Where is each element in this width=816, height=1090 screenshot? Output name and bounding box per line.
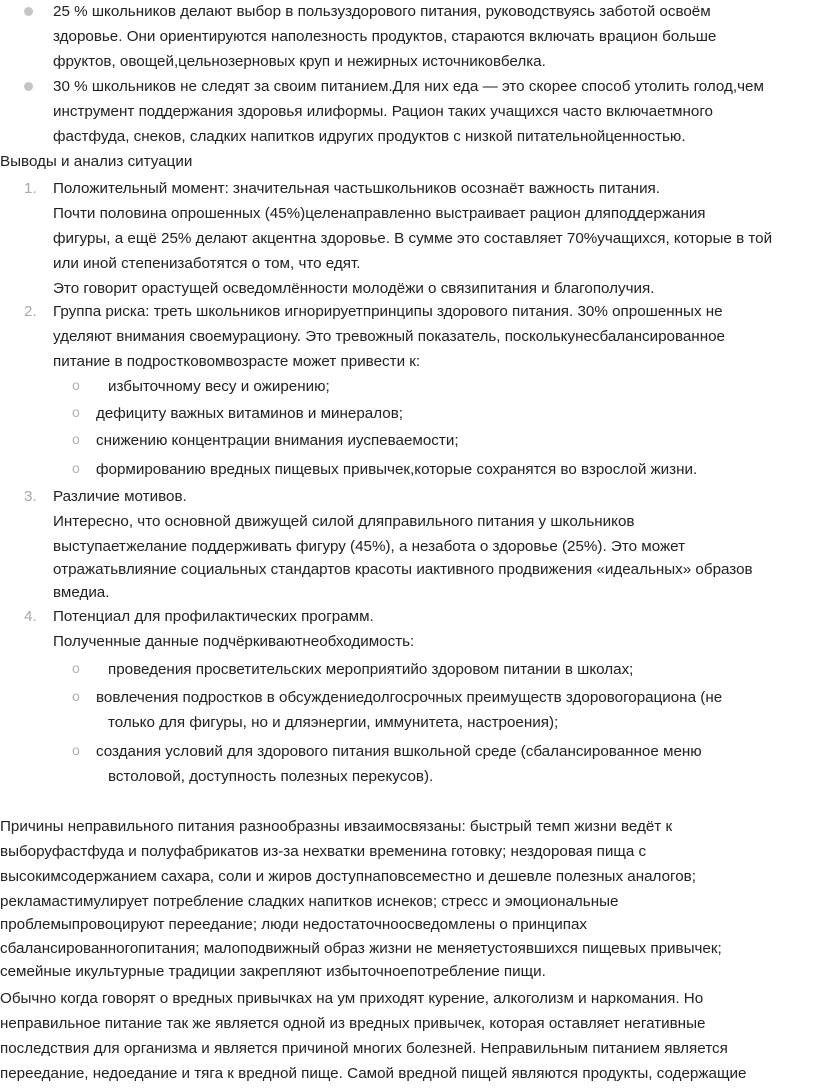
program-item-2-line-1: вовлечения подростков в обсуждениедолгосрочных преимуществ здоровогорациона (не xyxy=(96,689,723,706)
causes-line-3: высокимсодержанием сахара, соли и жиров доступнаповсеместно и дешевле полезных аналогов; xyxy=(0,868,696,885)
conclusion-3-line-2: Интересно, что основной движущей силой дляправильного питания у школьников xyxy=(53,513,635,530)
list-number: 2. xyxy=(24,303,37,320)
conclusion-1-line-2: Почти половина опрошенных (45%)целенаправленно выстраивает рацион дляподдержания xyxy=(53,205,706,222)
conclusion-1-line-1: Положительный момент: значительная частьшкольников осознаёт важность питания. xyxy=(53,180,660,197)
risk-item-4: формированию вредных пищевых привычек,которые сохранятся во взрослой жизни. xyxy=(96,461,698,478)
program-item-3-line-1: создания условий для здорового питания вшкольной среде (сбалансированное меню xyxy=(96,743,702,760)
causes-line-4: рекламастимулирует потребление сладких напитков иснеков; стресс и эмоциональные xyxy=(0,893,619,910)
bullet-1-line-2: здоровье. Они ориентируются наполезность продуктов, стараются включать врацион больше xyxy=(53,28,717,45)
program-item-3-line-2: встоловой, доступность полезных перекусов). xyxy=(108,768,434,785)
bullet-1-line-3: фруктов, овощей,цельнозерновых круп и нежирных источниковбелка. xyxy=(53,53,546,70)
sub-bullet-marker: o xyxy=(72,460,80,476)
causes-line-5: проблемыпровоцируют переедание; люди недостаточноосведомлены о принципах xyxy=(0,916,587,933)
program-item-1: проведения просветительских мероприятийо здоровом питании в школах; xyxy=(108,661,634,678)
sub-bullet-marker: o xyxy=(72,431,80,447)
section-heading: Выводы и анализ ситуации xyxy=(0,153,193,170)
habits-line-2: неправильное питание так же является одной из вредных привычек, которая оставляет негативные xyxy=(0,1015,706,1032)
bullet-dot xyxy=(24,82,33,91)
risk-item-1: избыточному весу и ожирению; xyxy=(108,378,330,395)
bullet-2-line-3: фастфуда, снеков, сладких напитков идругих продуктов с низкой питательнойценностью. xyxy=(53,128,686,145)
causes-line-2: выборуфастфуда и полуфабрикатов из-за нехватки временина готовку; нездоровая пища с xyxy=(0,843,647,860)
causes-line-1: Причины неправильного питания разнообразны ивзаимосвязаны: быстрый темп жизни ведёт к xyxy=(0,818,673,835)
causes-line-7: семейные икультурные традиции закрепляют избыточноепотребление пищи. xyxy=(0,963,546,980)
bullet-1-line-1: 25 % школьников делают выбор в пользуздорового питания, руководствуясь заботой освоём xyxy=(53,3,711,20)
sub-bullet-marker: o xyxy=(72,688,80,704)
list-number: 4. xyxy=(24,608,37,625)
bullet-dot xyxy=(24,7,33,16)
conclusion-2-line-1: Группа риска: треть школьников игнорируетпринципы здорового питания. 30% опрошенных не xyxy=(53,303,723,320)
bullet-2-line-1: 30 % школьников не следят за своим питанием.Для них еда — это скорее способ утолить голод,чем xyxy=(53,78,764,95)
conclusion-1-line-5: Это говорит орастущей осведомлённости молодёжи о связипитания и благополучия. xyxy=(53,280,655,297)
sub-bullet-marker: o xyxy=(72,377,80,393)
list-number: 3. xyxy=(24,488,37,505)
habits-line-4: переедание, недоедание и тяга к вредной пище. Самой вредной пищей являются продукты, содержащие xyxy=(0,1065,747,1082)
list-number: 1. xyxy=(24,180,37,197)
causes-line-6: сбалансированногопитания; малоподвижный образ жизни не меняетустоявшихся пищевых привычек; xyxy=(0,940,722,957)
conclusion-4-line-2: Полученные данные подчёркиваютнеобходимость: xyxy=(53,633,415,650)
conclusion-3-line-3: выступаетжелание поддерживать фигуру (45%), а незабота о здоровье (25%). Это может xyxy=(53,538,686,555)
sub-bullet-marker: o xyxy=(72,660,80,676)
conclusion-1-line-3: фигуры, а ещё 25% делают акцентна здоровье. В сумме это составляет 70%учащихся, которые в той xyxy=(53,230,773,247)
sub-bullet-marker: o xyxy=(72,742,80,758)
program-item-2-line-2: только для фигуры, но и дляэнергии, иммунитета, настроения); xyxy=(108,714,559,731)
risk-item-3: снижению концентрации внимания иуспеваемости; xyxy=(96,432,459,449)
conclusion-1-line-4: или иной степенизаботятся о том, что едят. xyxy=(53,255,361,272)
conclusion-3-line-1: Различие мотивов. xyxy=(53,488,187,505)
conclusion-4-line-1: Потенциал для профилактических программ. xyxy=(53,608,374,625)
bullet-2-line-2: инструмент поддержания здоровья илиформы. Рацион таких учащихся часто включаетмного xyxy=(53,103,713,120)
conclusion-2-line-2: уделяют внимания своемурациону. Это тревожный показатель, посколькунесбалансированное xyxy=(53,328,725,345)
conclusion-3-line-4: отражатьвлияние социальных стандартов красоты иактивного продвижения «идеальных» образов xyxy=(53,561,753,578)
conclusion-3-line-5: вмедиа. xyxy=(53,584,110,601)
conclusion-2-line-3: питание в подростковомвозрасте может привести к: xyxy=(53,353,421,370)
sub-bullet-marker: o xyxy=(72,404,80,420)
habits-line-3: последствия для организма и является причиной многих болезней. Неправильным питанием является xyxy=(0,1040,728,1057)
habits-line-1: Обычно когда говорят о вредных привычках на ум приходят курение, алкоголизм и наркомания. Но xyxy=(0,990,704,1007)
risk-item-2: дефициту важных витаминов и минералов; xyxy=(96,405,403,422)
